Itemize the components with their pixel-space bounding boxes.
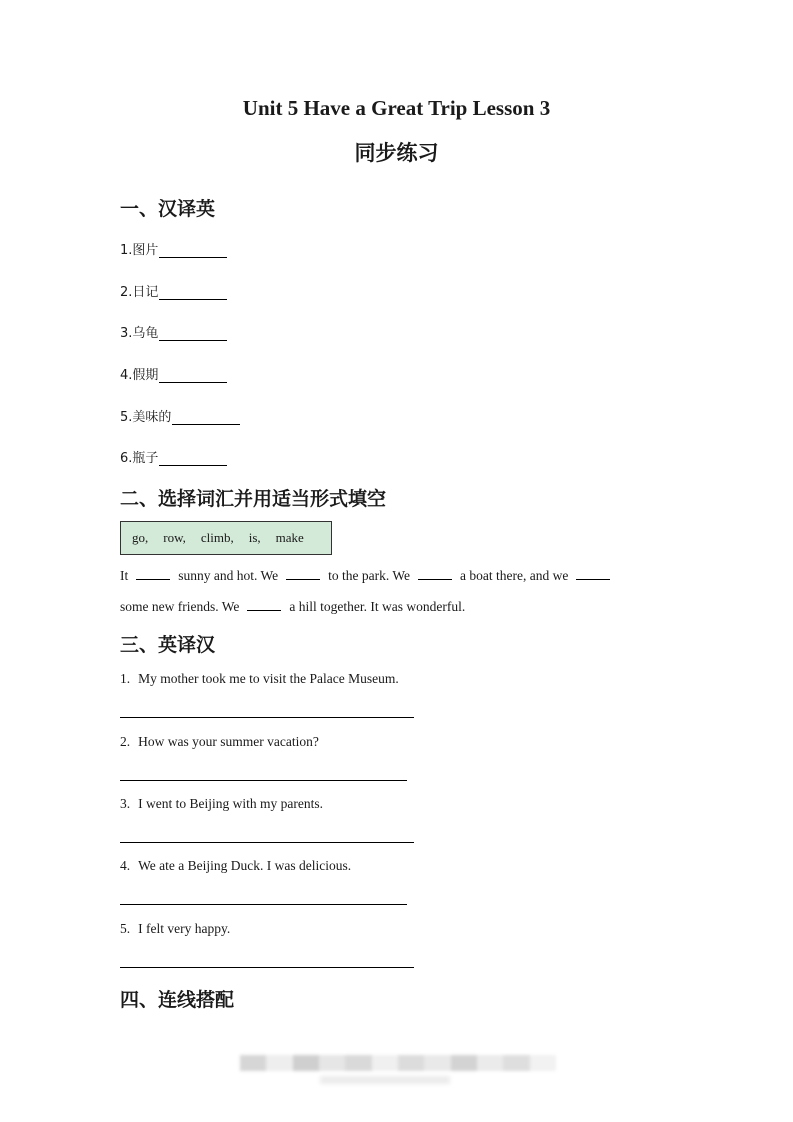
sentence-text: I felt very happy. bbox=[138, 921, 231, 936]
sentence-number: 3. bbox=[120, 796, 131, 811]
fill-blank[interactable] bbox=[418, 567, 452, 580]
paragraph-text: some new friends. We bbox=[120, 599, 240, 614]
fill-paragraph-line bbox=[120, 567, 618, 584]
vocab-item bbox=[120, 364, 227, 383]
blurred-footer-watermark bbox=[240, 1055, 556, 1071]
answer-blank[interactable] bbox=[159, 285, 227, 300]
vocab-label: 4.假期 bbox=[120, 368, 159, 383]
vocab-label: 6.瓶子 bbox=[120, 451, 159, 466]
answer-blank[interactable] bbox=[172, 410, 240, 425]
answer-blank[interactable] bbox=[159, 451, 227, 466]
fill-paragraph-line bbox=[120, 598, 465, 615]
answer-blank[interactable] bbox=[159, 326, 227, 341]
translate-sentence bbox=[120, 734, 319, 750]
vocab-label: 1.图片 bbox=[120, 243, 159, 258]
translate-sentence bbox=[120, 796, 323, 812]
vocab-item bbox=[120, 239, 227, 258]
sentence-number: 2. bbox=[120, 734, 131, 749]
word-bank-word: go, bbox=[132, 530, 149, 545]
sentence-number: 1. bbox=[120, 671, 131, 686]
answer-line[interactable] bbox=[120, 904, 407, 905]
section1-heading: 一、汉译英 bbox=[120, 198, 216, 220]
sentence-text: How was your summer vacation? bbox=[138, 734, 319, 749]
sentence-text: I went to Beijing with my parents. bbox=[138, 796, 323, 811]
paragraph-text: a boat there, and we bbox=[460, 568, 569, 583]
section4-heading: 四、连线搭配 bbox=[120, 989, 235, 1011]
page-subtitle: 同步练习 bbox=[354, 141, 439, 165]
page-title: Unit 5 Have a Great Trip Lesson 3 bbox=[242, 96, 551, 120]
word-bank-word: make bbox=[275, 530, 304, 545]
translate-sentence bbox=[120, 858, 351, 874]
sentence-number: 4. bbox=[120, 858, 131, 873]
answer-line[interactable] bbox=[120, 842, 414, 843]
fill-blank[interactable] bbox=[136, 567, 170, 580]
sentence-number: 5. bbox=[120, 921, 131, 936]
sentence-text: We ate a Beijing Duck. I was delicious. bbox=[138, 858, 352, 873]
answer-blank[interactable] bbox=[159, 368, 227, 383]
answer-line[interactable] bbox=[120, 717, 414, 718]
vocab-item bbox=[120, 406, 240, 425]
fill-blank[interactable] bbox=[576, 567, 610, 580]
answer-line[interactable] bbox=[120, 780, 407, 781]
translate-sentence bbox=[120, 671, 399, 687]
fill-blank[interactable] bbox=[247, 598, 281, 611]
vocab-item bbox=[120, 322, 227, 341]
vocab-label: 2.日记 bbox=[120, 285, 159, 300]
paragraph-text: a hill together. It was wonderful. bbox=[289, 599, 466, 614]
sentence-text: My mother took me to visit the Palace Museum. bbox=[138, 671, 399, 686]
vocab-label: 3.乌龟 bbox=[120, 326, 159, 341]
paragraph-text: sunny and hot. We bbox=[178, 568, 279, 583]
paragraph-text: It bbox=[120, 568, 129, 583]
vocab-label: 5.美味的 bbox=[120, 410, 172, 425]
section2-heading: 二、选择词汇并用适当形式填空 bbox=[120, 488, 387, 510]
translate-sentence bbox=[120, 921, 230, 937]
word-bank-word: row, bbox=[163, 530, 186, 545]
section3-heading: 三、英译汉 bbox=[120, 634, 216, 656]
vocab-item bbox=[120, 281, 227, 300]
paragraph-text: to the park. We bbox=[328, 568, 411, 583]
answer-line[interactable] bbox=[120, 967, 414, 968]
word-bank-word: is, bbox=[248, 530, 261, 545]
answer-blank[interactable] bbox=[159, 243, 227, 258]
blurred-footer-watermark-line bbox=[320, 1076, 450, 1084]
word-bank-word: climb, bbox=[200, 530, 234, 545]
vocab-item bbox=[120, 447, 227, 466]
fill-blank[interactable] bbox=[286, 567, 320, 580]
word-bank bbox=[120, 521, 332, 555]
